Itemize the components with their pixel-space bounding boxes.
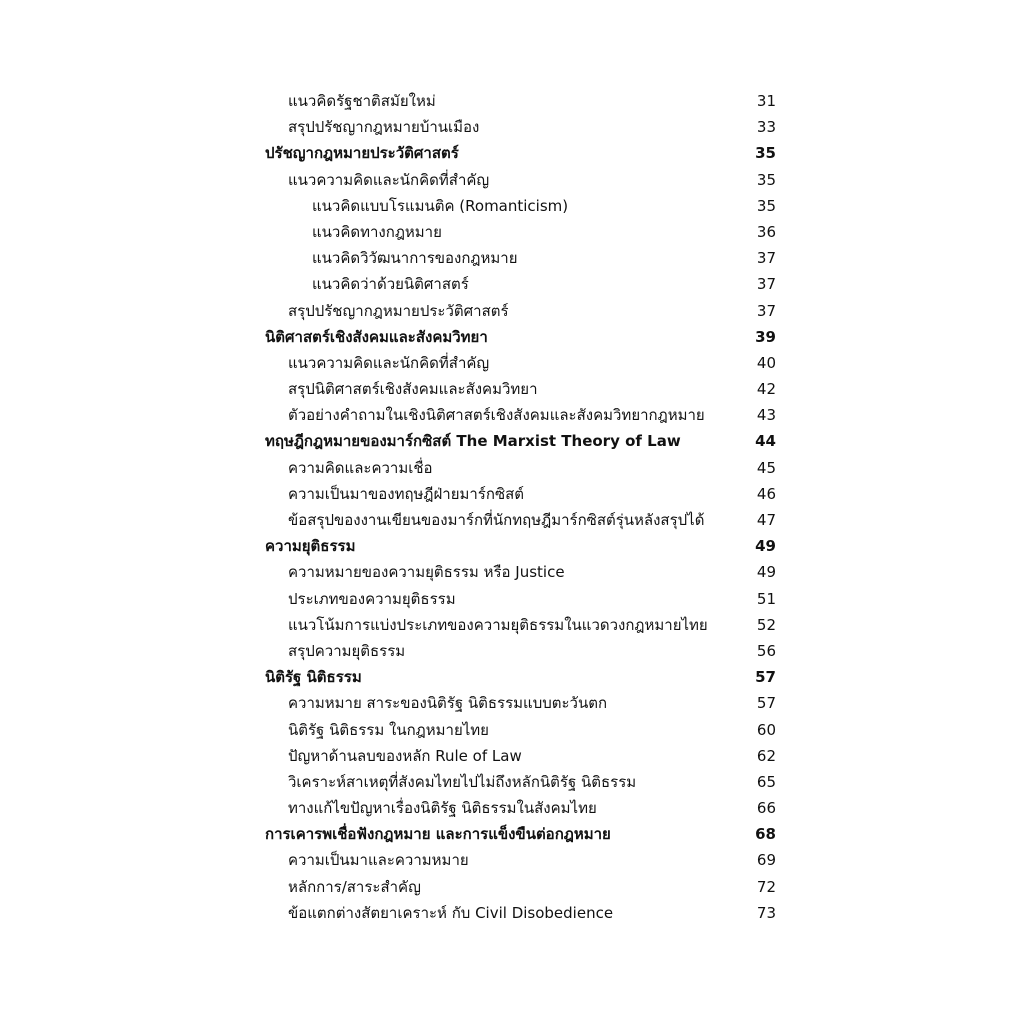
toc-entry-title: ปัญหาด้านลบของหลัก Rule of Law <box>288 746 522 765</box>
toc-section-row <box>0 219 1024 245</box>
toc-page-number: 37 <box>756 275 776 294</box>
toc-page-number: 69 <box>756 851 776 870</box>
toc-entry-title: นิติรัฐ นิติธรรม ในกฎหมายไทย <box>288 720 489 739</box>
toc-page-number: 40 <box>756 353 776 372</box>
toc-entry-title: แนวคิดวิวัฒนาการของกฎหมาย <box>312 249 518 268</box>
toc-entry-title: แนวคิดแบบโรแมนติค (Romanticism) <box>312 196 569 215</box>
toc-section-row <box>0 769 1024 795</box>
toc-entry-title: ประเภทของความยุติธรรม <box>288 589 456 608</box>
toc-page-number: 65 <box>756 772 776 791</box>
toc-page-number: 51 <box>756 589 776 608</box>
toc-entry-title: สรุปปรัชญากฎหมายบ้านเมือง <box>288 118 480 137</box>
toc-section-row <box>0 717 1024 743</box>
toc-entry-title: ความหมาย สาระของนิติรัฐ นิติธรรมแบบตะวันตก <box>288 694 608 713</box>
toc-chapter-row <box>0 140 1024 166</box>
toc-entry-title: ปรัชญากฎหมายประวัติศาสตร์ <box>265 144 459 163</box>
toc-section-row <box>0 167 1024 193</box>
table-of-contents <box>0 88 1024 926</box>
toc-entry-title: ความเป็นมาของทฤษฎีฝ่ายมาร์กซิสต์ <box>288 484 525 503</box>
toc-entry-title: แนวคิดทางกฎหมาย <box>312 222 442 241</box>
toc-entry-title: ความยุติธรรม <box>265 537 356 556</box>
toc-section-row <box>0 114 1024 140</box>
toc-page-number: 60 <box>756 720 776 739</box>
toc-entry-title: แนวความคิดและนักคิดที่สำคัญ <box>288 170 490 189</box>
toc-section-row <box>0 900 1024 926</box>
toc-entry-title: วิเคราะห์สาเหตุที่สังคมไทยไปไม่ถึงหลักนิติรัฐ นิติธรรม <box>288 772 637 791</box>
toc-chapter-row <box>0 428 1024 454</box>
toc-section-row <box>0 507 1024 533</box>
toc-page-number: 35 <box>756 196 776 215</box>
toc-page-number: 56 <box>756 641 776 660</box>
toc-page-number: 36 <box>756 222 776 241</box>
toc-page-number: 35 <box>755 144 776 163</box>
toc-section-row <box>0 559 1024 585</box>
toc-entry-title: นิติรัฐ นิติธรรม <box>265 668 362 687</box>
toc-entry-title: หลักการ/สาระสำคัญ <box>288 877 421 896</box>
toc-page-number: 31 <box>756 92 776 110</box>
toc-page-number: 42 <box>756 380 776 399</box>
toc-entry-title: ข้อสรุปของงานเขียนของมาร์กที่นักทฤษฎีมาร์กซิสต์รุ่นหลังสรุปได้ <box>288 511 705 529</box>
toc-page-number: 66 <box>756 799 776 818</box>
toc-chapter-row <box>0 324 1024 350</box>
toc-section-row <box>0 690 1024 716</box>
toc-chapter-row <box>0 821 1024 847</box>
toc-page-number: 73 <box>756 903 776 922</box>
toc-entry-title: ความหมายของความยุติธรรม หรือ Justice <box>288 563 565 582</box>
toc-section-row <box>0 638 1024 664</box>
toc-page-number: 47 <box>756 511 776 529</box>
toc-section-row <box>0 88 1024 114</box>
toc-page-number: 57 <box>755 668 776 687</box>
toc-entry-title: ความเป็นมาและความหมาย <box>288 851 469 870</box>
toc-page-number: 49 <box>756 563 776 582</box>
toc-entry-title: แนวคิดว่าด้วยนิติศาสตร์ <box>312 275 469 294</box>
toc-section-row <box>0 271 1024 297</box>
toc-section-row <box>0 402 1024 428</box>
toc-page-number: 43 <box>756 406 776 425</box>
toc-page-number: 44 <box>755 432 776 451</box>
toc-entry-title: ตัวอย่างคำถามในเชิงนิติศาสตร์เชิงสังคมและสังคมวิทยากฎหมาย <box>288 406 705 425</box>
toc-section-row <box>0 795 1024 821</box>
toc-section-row <box>0 743 1024 769</box>
toc-page-number: 52 <box>756 615 776 634</box>
toc-page-number: 35 <box>756 170 776 189</box>
toc-entry-title: แนวความคิดและนักคิดที่สำคัญ <box>288 353 490 372</box>
toc-section-row <box>0 586 1024 612</box>
toc-entry-title: แนวโน้มการแบ่งประเภทของความยุติธรรมในแวดวงกฎหมายไทย <box>288 615 708 634</box>
toc-page-number: 45 <box>756 458 776 477</box>
toc-page-number: 57 <box>756 694 776 713</box>
toc-section-row <box>0 612 1024 638</box>
toc-entry-title: สรุปนิติศาสตร์เชิงสังคมและสังคมวิทยา <box>288 380 538 399</box>
toc-section-row <box>0 847 1024 873</box>
toc-entry-title: ความคิดและความเชื่อ <box>288 458 433 477</box>
toc-entry-title: การเคารพเชื่อฟังกฎหมาย และการแข็งขืนต่อกฎหมาย <box>265 825 611 844</box>
toc-entry-title: นิติศาสตร์เชิงสังคมและสังคมวิทยา <box>265 327 488 346</box>
toc-chapter-row <box>0 664 1024 690</box>
toc-entry-title: ทฤษฎีกฎหมายของมาร์กซิสต์ The Marxist Theory of Law <box>265 432 681 451</box>
toc-entry-title: ทางแก้ไขปัญหาเรื่องนิติรัฐ นิติธรรมในสังคมไทย <box>288 799 597 818</box>
toc-page-number: 72 <box>756 877 776 896</box>
toc-section-row <box>0 481 1024 507</box>
toc-page-number: 37 <box>756 301 776 320</box>
toc-section-row <box>0 298 1024 324</box>
toc-section-row <box>0 455 1024 481</box>
toc-page-number: 39 <box>755 327 776 346</box>
toc-page-number: 46 <box>756 484 776 503</box>
toc-entry-title: แนวคิดรัฐชาติสมัยใหม่ <box>288 92 436 110</box>
toc-page-number: 62 <box>756 746 776 765</box>
toc-page-number: 37 <box>756 249 776 268</box>
toc-chapter-row <box>0 533 1024 559</box>
toc-entry-title: สรุปปรัชญากฎหมายประวัติศาสตร์ <box>288 301 509 320</box>
toc-entry-title: ข้อแตกต่างสัตยาเคราะห์ กับ Civil Disobedience <box>288 903 614 922</box>
toc-entry-title: สรุปความยุติธรรม <box>288 641 406 660</box>
toc-section-row <box>0 874 1024 900</box>
toc-section-row <box>0 245 1024 271</box>
toc-section-row <box>0 193 1024 219</box>
toc-page-number: 68 <box>755 825 776 844</box>
toc-page-number: 33 <box>756 118 776 137</box>
toc-section-row <box>0 350 1024 376</box>
toc-page-number: 49 <box>755 537 776 556</box>
toc-section-row <box>0 376 1024 402</box>
